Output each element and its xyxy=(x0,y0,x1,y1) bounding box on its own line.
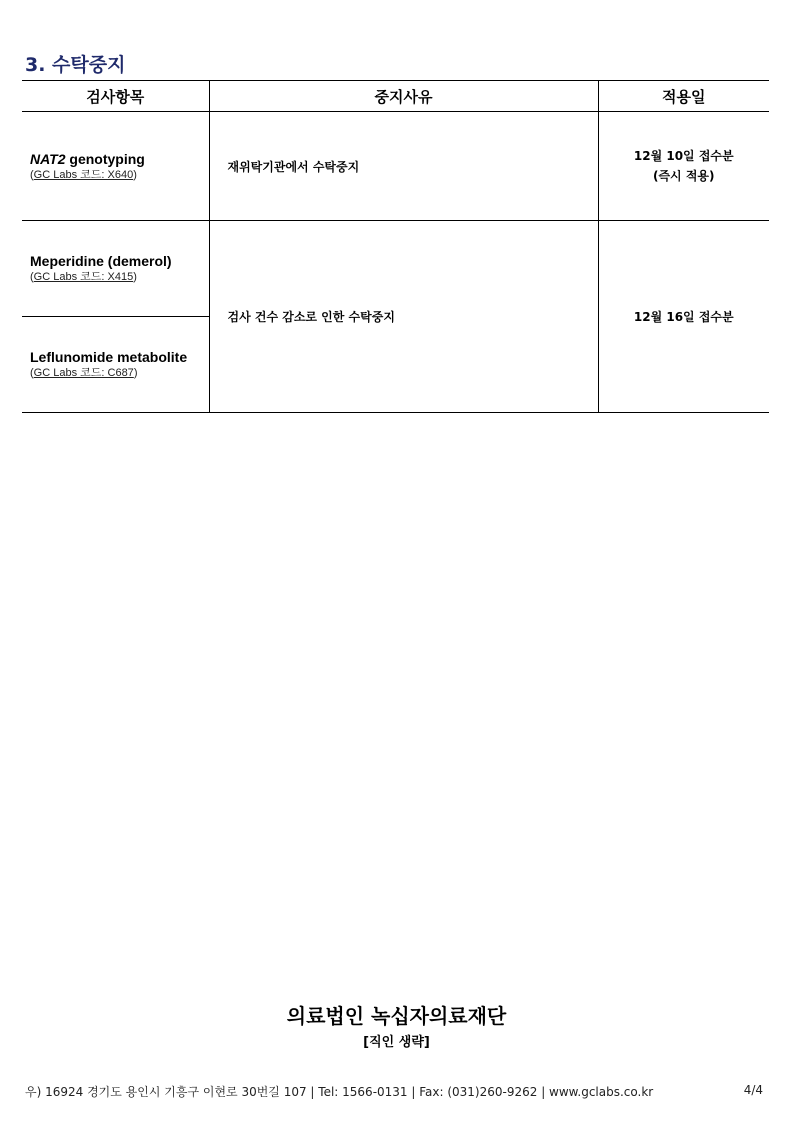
footer-address: 우) 16924 경기도 용인시 기흥구 이현로 30번길 107 | Tel: 1566-0131 | Fax: (031)260-9262 | www.gclabs.co.kr xyxy=(25,1085,654,1099)
organization-name: 의료법인 녹십자의료재단 xyxy=(286,1004,507,1028)
table-header-row xyxy=(22,81,769,112)
test-item-cell xyxy=(22,317,209,413)
test-code: (GC Labs 코드: X640) xyxy=(30,168,137,181)
test-name xyxy=(30,150,209,168)
date-cell: 12월 16일 접수분 xyxy=(598,221,769,413)
header-test-item: 검사항목 xyxy=(22,81,209,112)
table-row xyxy=(22,221,769,317)
test-name: Meperidine (demerol) xyxy=(30,253,172,269)
header-reason: 중지사유 xyxy=(209,81,598,112)
seal-omitted-note: [직인 생략] xyxy=(363,1035,430,1050)
test-item-cell xyxy=(22,221,209,317)
gene-name: NAT2 xyxy=(30,150,66,167)
footer-contact xyxy=(25,1083,763,1100)
header-effective-date: 적용일 xyxy=(598,81,769,112)
reason-cell: 검사 건수 감소로 인한 수탁중지 xyxy=(209,221,598,413)
page-number: 4/4 xyxy=(743,1083,763,1097)
test-name: Leflunomide metabolite xyxy=(30,349,188,365)
table-row xyxy=(22,112,769,221)
section-title: 3. 수탁중지 xyxy=(25,54,126,76)
reason-cell: 재위탁기관에서 수탁중지 xyxy=(209,112,598,221)
test-name-rest: genotyping xyxy=(65,150,145,167)
date-line: 12월 10일 접수분 xyxy=(633,149,734,163)
test-code: (GC Labs 코드: X415) xyxy=(30,271,137,283)
test-item-cell xyxy=(22,112,209,221)
date-cell xyxy=(598,112,769,221)
suspension-table xyxy=(22,80,769,413)
date-note: (즉시 적용) xyxy=(652,169,715,183)
test-code: (GC Labs 코드: C687) xyxy=(30,367,138,379)
